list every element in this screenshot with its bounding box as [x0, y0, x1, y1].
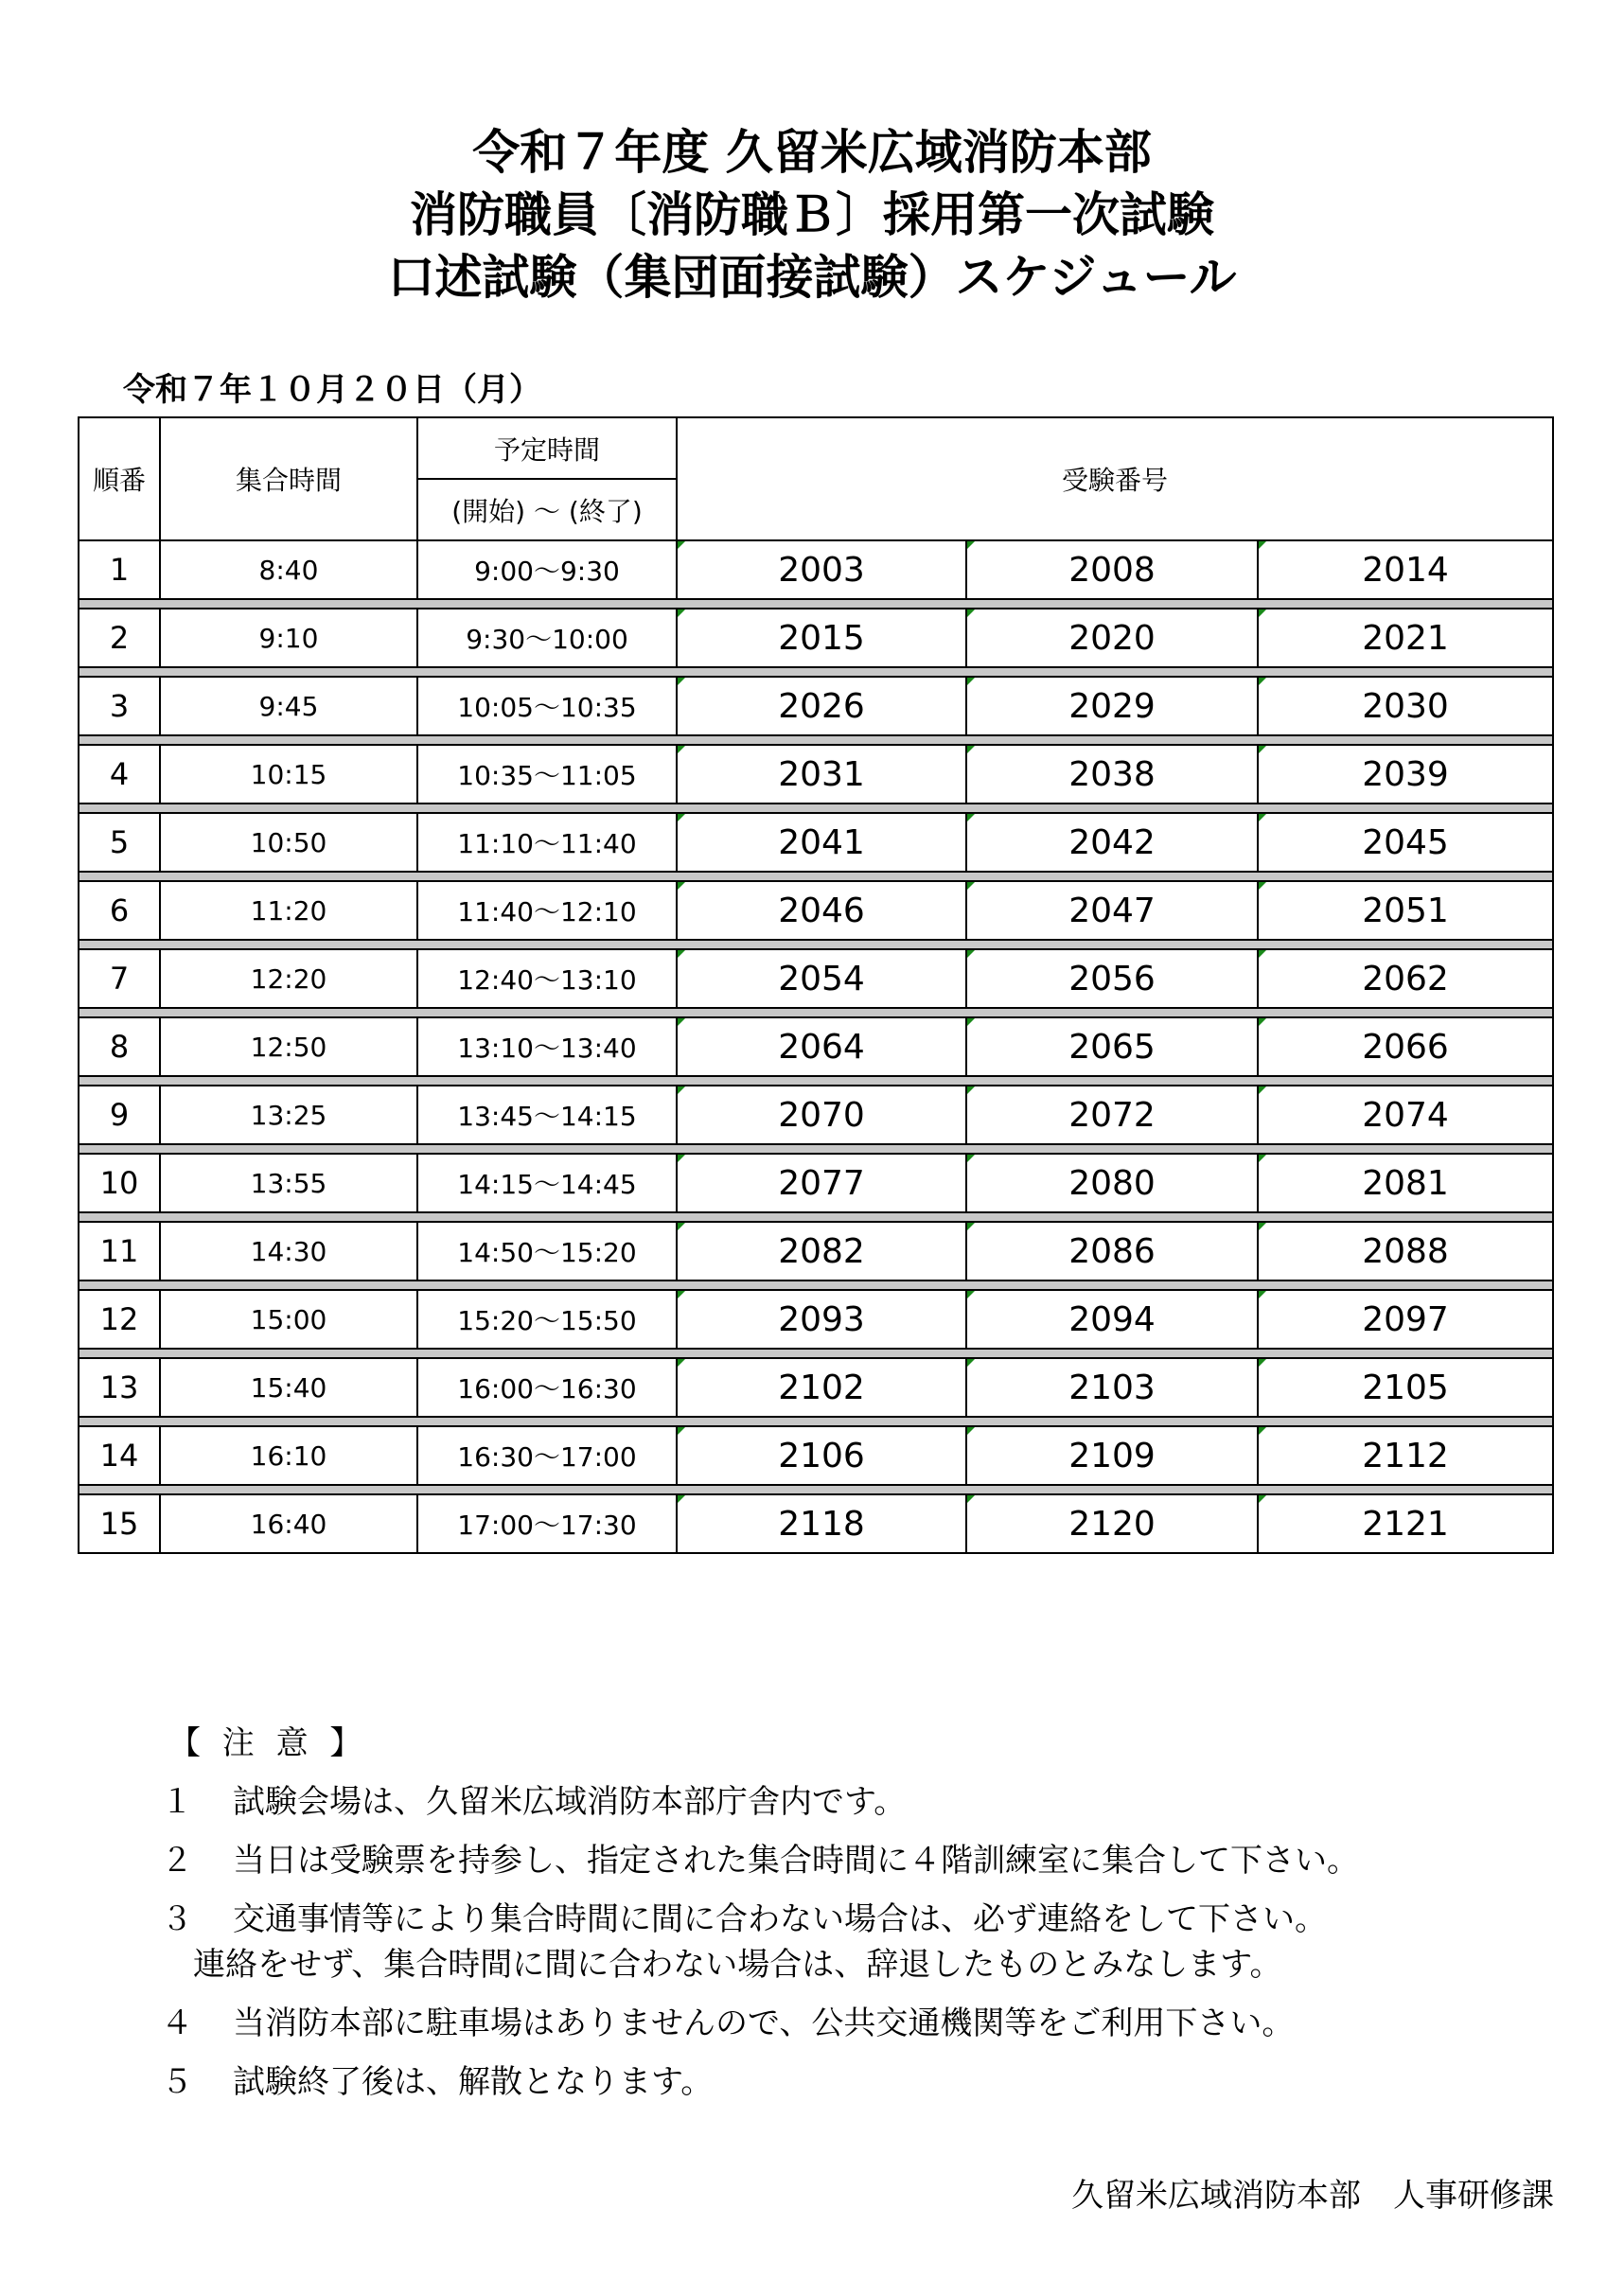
table-row	[79, 677, 1553, 735]
row-exam-number: 2031	[677, 745, 966, 804]
row-exam-number: 2086	[966, 1222, 1258, 1280]
row-exam-number: 2093	[677, 1290, 966, 1349]
row-separator-band	[79, 1417, 1553, 1426]
row-planned-time: 14:50～15:20	[417, 1222, 677, 1280]
note-number: ４	[161, 2005, 193, 2042]
row-order: 8	[79, 1017, 160, 1076]
row-separator	[79, 1417, 1553, 1426]
table-row	[79, 1494, 1553, 1553]
row-separator	[79, 1349, 1553, 1358]
row-separator-band	[79, 1212, 1553, 1222]
row-separator-band	[79, 1280, 1553, 1290]
row-exam-number: 2066	[1258, 1017, 1553, 1076]
table-row	[79, 1426, 1553, 1485]
row-planned-time: 13:45～14:15	[417, 1086, 677, 1144]
row-separator-band	[79, 667, 1553, 677]
note-text: 交通事情等により集合時間に間に合わない場合は、必ず連絡をして下さい。	[233, 1900, 1327, 1938]
row-gather-time: 15:00	[160, 1290, 417, 1349]
row-gather-time: 10:50	[160, 813, 417, 872]
row-exam-number: 2051	[1258, 881, 1553, 940]
note-number: １	[161, 1783, 193, 1821]
note-item	[161, 2005, 1359, 2042]
note-number: ５	[161, 2063, 193, 2101]
row-gather-time: 13:55	[160, 1154, 417, 1212]
row-separator-band	[79, 1008, 1553, 1017]
table-row	[79, 1154, 1553, 1212]
row-separator	[79, 735, 1553, 745]
row-exam-number: 2097	[1258, 1290, 1553, 1349]
row-exam-number: 2120	[966, 1494, 1258, 1553]
row-planned-time: 9:00～9:30	[417, 540, 677, 599]
row-exam-number: 2054	[677, 949, 966, 1008]
row-exam-number: 2039	[1258, 745, 1553, 804]
title-line-1: 令和７年度 久留米広域消防本部	[472, 125, 1152, 180]
header-planned-time: 予定時間	[417, 417, 677, 479]
row-planned-time: 15:20～15:50	[417, 1290, 677, 1349]
row-order: 3	[79, 677, 160, 735]
row-exam-number: 2038	[966, 745, 1258, 804]
document-title	[0, 121, 1624, 309]
row-separator	[79, 872, 1553, 881]
row-exam-number: 2041	[677, 813, 966, 872]
row-separator	[79, 940, 1553, 949]
row-exam-number: 2106	[677, 1426, 966, 1485]
row-gather-time: 9:45	[160, 677, 417, 735]
table-row	[79, 745, 1553, 804]
note-number: ２	[161, 1842, 193, 1880]
note-number: ３	[161, 1900, 193, 1938]
row-separator	[79, 1485, 1553, 1494]
exam-date: 令和７年１０月２０日（月）	[123, 371, 541, 409]
row-exam-number: 2070	[677, 1086, 966, 1144]
row-separator	[79, 1076, 1553, 1086]
note-item	[161, 1900, 1359, 1984]
row-separator-band	[79, 804, 1553, 813]
row-order: 5	[79, 813, 160, 872]
row-separator	[79, 667, 1553, 677]
row-separator-band	[79, 735, 1553, 745]
row-gather-time: 12:20	[160, 949, 417, 1008]
row-exam-number: 2014	[1258, 540, 1553, 599]
row-planned-time: 13:10～13:40	[417, 1017, 677, 1076]
row-exam-number: 2062	[1258, 949, 1553, 1008]
row-exam-number: 2042	[966, 813, 1258, 872]
row-gather-time: 12:50	[160, 1017, 417, 1076]
row-separator-band	[79, 1144, 1553, 1154]
note-text: 試験終了後は、解散となります。	[233, 2063, 714, 2101]
row-order: 9	[79, 1086, 160, 1144]
row-separator-band	[79, 1076, 1553, 1086]
table-header-row	[79, 417, 1553, 479]
row-exam-number: 2064	[677, 1017, 966, 1076]
row-order: 10	[79, 1154, 160, 1212]
row-order: 1	[79, 540, 160, 599]
row-exam-number: 2021	[1258, 609, 1553, 667]
table-row	[79, 1017, 1553, 1076]
row-gather-time: 16:10	[160, 1426, 417, 1485]
row-exam-number: 2103	[966, 1358, 1258, 1417]
row-order: 6	[79, 881, 160, 940]
row-exam-number: 2029	[966, 677, 1258, 735]
row-exam-number: 2008	[966, 540, 1258, 599]
notes-list	[161, 1783, 1359, 2101]
row-exam-number: 2003	[677, 540, 966, 599]
row-exam-number: 2030	[1258, 677, 1553, 735]
row-planned-time: 11:40～12:10	[417, 881, 677, 940]
row-separator	[79, 1144, 1553, 1154]
row-exam-number: 2026	[677, 677, 966, 735]
table-row	[79, 881, 1553, 940]
row-exam-number: 2121	[1258, 1494, 1553, 1553]
row-exam-number: 2047	[966, 881, 1258, 940]
table-row	[79, 1086, 1553, 1144]
row-exam-number: 2046	[677, 881, 966, 940]
header-planned-subtitle: (開始) ～ (終了)	[417, 479, 677, 540]
row-exam-number: 2020	[966, 609, 1258, 667]
row-exam-number: 2080	[966, 1154, 1258, 1212]
footer-department: 久留米広域消防本部 人事研修課	[1071, 2177, 1554, 2215]
note-item	[161, 2063, 1359, 2101]
row-planned-time: 11:10～11:40	[417, 813, 677, 872]
row-exam-number: 2082	[677, 1222, 966, 1280]
row-gather-time: 8:40	[160, 540, 417, 599]
row-order: 11	[79, 1222, 160, 1280]
notes-section	[161, 1724, 1359, 2101]
row-separator-band	[79, 1485, 1553, 1494]
row-exam-number: 2072	[966, 1086, 1258, 1144]
header-order: 順番	[79, 417, 160, 540]
row-exam-number: 2081	[1258, 1154, 1553, 1212]
row-gather-time: 15:40	[160, 1358, 417, 1417]
row-gather-time: 10:15	[160, 745, 417, 804]
row-separator	[79, 1212, 1553, 1222]
row-exam-number: 2118	[677, 1494, 966, 1553]
row-exam-number: 2015	[677, 609, 966, 667]
row-gather-time: 11:20	[160, 881, 417, 940]
row-separator	[79, 804, 1553, 813]
row-exam-number: 2045	[1258, 813, 1553, 872]
row-order: 7	[79, 949, 160, 1008]
row-order: 4	[79, 745, 160, 804]
title-line-2: 消防職員〔消防職Ｂ〕採用第一次試験	[410, 187, 1214, 242]
note-text-continued: 連絡をせず、集合時間に間に合わない場合は、辞退したものとみなします。	[193, 1946, 1282, 1984]
row-exam-number: 2102	[677, 1358, 966, 1417]
title-line-3: 口述試験（集団面接試験）スケジュール	[387, 250, 1237, 305]
note-text: 当日は受験票を持参し、指定された集合時間に４階訓練室に集合して下さい。	[233, 1842, 1359, 1880]
row-order: 13	[79, 1358, 160, 1417]
row-exam-number: 2105	[1258, 1358, 1553, 1417]
table-row	[79, 609, 1553, 667]
note-item	[161, 1842, 1359, 1880]
header-exam-number: 受験番号	[677, 417, 1553, 540]
row-gather-time: 14:30	[160, 1222, 417, 1280]
note-item	[161, 1783, 1359, 1821]
row-planned-time: 16:30～17:00	[417, 1426, 677, 1485]
row-separator	[79, 1008, 1553, 1017]
row-exam-number: 2088	[1258, 1222, 1553, 1280]
row-exam-number: 2077	[677, 1154, 966, 1212]
table-row	[79, 1290, 1553, 1349]
row-separator-band	[79, 872, 1553, 881]
row-order: 12	[79, 1290, 160, 1349]
header-gather-time: 集合時間	[160, 417, 417, 540]
row-planned-time: 16:00～16:30	[417, 1358, 677, 1417]
row-exam-number: 2094	[966, 1290, 1258, 1349]
row-order: 14	[79, 1426, 160, 1485]
row-separator-band	[79, 1349, 1553, 1358]
row-planned-time: 12:40～13:10	[417, 949, 677, 1008]
row-planned-time: 10:35～11:05	[417, 745, 677, 804]
row-gather-time: 16:40	[160, 1494, 417, 1553]
table-row	[79, 1222, 1553, 1280]
schedule-table	[78, 416, 1554, 1554]
row-separator-band	[79, 599, 1553, 609]
row-exam-number: 2065	[966, 1017, 1258, 1076]
row-gather-time: 9:10	[160, 609, 417, 667]
row-planned-time: 17:00～17:30	[417, 1494, 677, 1553]
table-row	[79, 1358, 1553, 1417]
row-gather-time: 13:25	[160, 1086, 417, 1144]
row-exam-number: 2056	[966, 949, 1258, 1008]
row-order: 2	[79, 609, 160, 667]
row-exam-number: 2112	[1258, 1426, 1553, 1485]
row-separator	[79, 599, 1553, 609]
row-separator-band	[79, 940, 1553, 949]
row-planned-time: 10:05～10:35	[417, 677, 677, 735]
row-planned-time: 14:15～14:45	[417, 1154, 677, 1212]
notes-title: 【 注 意 】	[168, 1724, 368, 1762]
row-exam-number: 2074	[1258, 1086, 1553, 1144]
note-text: 試験会場は、久留米広域消防本部庁舎内です。	[233, 1783, 907, 1821]
table-row	[79, 813, 1553, 872]
row-planned-time: 9:30～10:00	[417, 609, 677, 667]
row-order: 15	[79, 1494, 160, 1553]
table-row	[79, 949, 1553, 1008]
row-separator	[79, 1280, 1553, 1290]
note-text: 当消防本部に駐車場はありませんので、公共交通機関等をご利用下さい。	[233, 2005, 1295, 2042]
table-row	[79, 540, 1553, 599]
row-exam-number: 2109	[966, 1426, 1258, 1485]
